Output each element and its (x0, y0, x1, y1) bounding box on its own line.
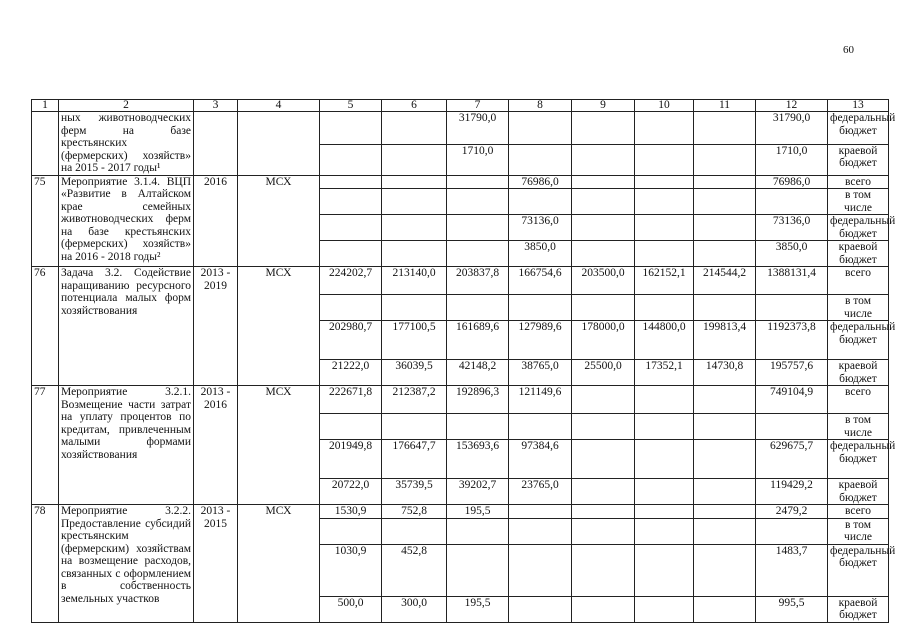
funding-source: в том числе (828, 189, 889, 215)
value-cell-v5 (320, 518, 382, 544)
page-number: 60 (843, 44, 854, 56)
measure-description: ных животноводческих ферм на базе крестьянских (фермерских) хозяйств» на 2015 - 2017 годы¹ (59, 112, 194, 176)
value-cell-v12: 1192373,8 (756, 321, 828, 360)
value-cell-v9: 25500,0 (572, 360, 635, 386)
value-cell-v9 (572, 440, 635, 479)
value-cell-v10 (635, 295, 694, 321)
value-cell-v6 (382, 175, 447, 189)
value-cell-v9 (572, 295, 635, 321)
value-cell-v11 (694, 505, 756, 519)
table-row (32, 267, 889, 295)
value-cell-v12: 31790,0 (756, 112, 828, 145)
value-cell-v7: 39202,7 (447, 479, 509, 505)
value-cell-v9 (572, 215, 635, 241)
column-header: 5 (320, 100, 382, 112)
value-cell-v10: 162152,1 (635, 267, 694, 295)
value-cell-v10 (635, 505, 694, 519)
value-cell-v6: 36039,5 (382, 360, 447, 386)
value-cell-v9 (572, 505, 635, 519)
years-cell: 2013 - 2019 (194, 267, 238, 386)
column-header: 10 (635, 100, 694, 112)
value-cell-v12: 76986,0 (756, 175, 828, 189)
column-header: 3 (194, 100, 238, 112)
value-cell-v11 (694, 479, 756, 505)
value-cell-v11 (694, 596, 756, 622)
funding-source: в том числе (828, 414, 889, 440)
table-row (32, 112, 889, 145)
measure-description: Мероприятие 3.2.2. Предоставление субсидий крестьянским (фермерским) хозяйствам на возмещение расходов, связанных с оформлением в собственность земельных участков (59, 505, 194, 623)
value-cell-v10 (635, 440, 694, 479)
value-cell-v7 (447, 215, 509, 241)
value-cell-v7 (447, 189, 509, 215)
funding-source: краевой бюджет (828, 241, 889, 267)
value-cell-v12: 629675,7 (756, 440, 828, 479)
value-cell-v7: 153693,6 (447, 440, 509, 479)
value-cell-v9 (572, 518, 635, 544)
value-cell-v6 (382, 112, 447, 145)
value-cell-v6 (382, 414, 447, 440)
value-cell-v5: 21222,0 (320, 360, 382, 386)
value-cell-v12 (756, 518, 828, 544)
value-cell-v5: 500,0 (320, 596, 382, 622)
value-cell-v11 (694, 175, 756, 189)
value-cell-v9: 203500,0 (572, 267, 635, 295)
value-cell-v8: 166754,6 (509, 267, 572, 295)
value-cell-v5: 224202,7 (320, 267, 382, 295)
value-cell-v5: 1530,9 (320, 505, 382, 519)
value-cell-v10 (635, 144, 694, 175)
measure-description: Задача 3.2. Содействие наращиванию ресурсного потенциала малых форм хозяйствования (59, 267, 194, 386)
row-index: 76 (32, 267, 59, 386)
value-cell-v8: 97384,6 (509, 440, 572, 479)
value-cell-v8: 73136,0 (509, 215, 572, 241)
table-row (32, 175, 889, 189)
value-cell-v7 (447, 544, 509, 596)
value-cell-v8: 3850,0 (509, 241, 572, 267)
value-cell-v5: 20722,0 (320, 479, 382, 505)
column-header: 9 (572, 100, 635, 112)
value-cell-v7: 161689,6 (447, 321, 509, 360)
value-cell-v10 (635, 241, 694, 267)
funding-source: всего (828, 505, 889, 519)
value-cell-v10 (635, 479, 694, 505)
column-header: 1 (32, 100, 59, 112)
value-cell-v6: 213140,0 (382, 267, 447, 295)
value-cell-v11 (694, 144, 756, 175)
value-cell-v12: 2479,2 (756, 505, 828, 519)
value-cell-v12: 119429,2 (756, 479, 828, 505)
value-cell-v8 (509, 505, 572, 519)
value-cell-v12: 73136,0 (756, 215, 828, 241)
value-cell-v9 (572, 189, 635, 215)
value-cell-v7: 195,5 (447, 505, 509, 519)
value-cell-v11 (694, 440, 756, 479)
value-cell-v9 (572, 112, 635, 145)
years-cell (194, 112, 238, 176)
value-cell-v12: 1710,0 (756, 144, 828, 175)
value-cell-v6 (382, 241, 447, 267)
funding-source: федеральный бюджет (828, 544, 889, 596)
value-cell-v11 (694, 112, 756, 145)
value-cell-v7: 1710,0 (447, 144, 509, 175)
column-header: 6 (382, 100, 447, 112)
value-cell-v9 (572, 144, 635, 175)
measure-description: Мероприятие 3.2.1. Возмещение части затрат на уплату процентов по кредитам, привлеченным малыми формами хозяйствования (59, 386, 194, 505)
value-cell-v12: 1388131,4 (756, 267, 828, 295)
funding-source: всего (828, 386, 889, 414)
value-cell-v7 (447, 295, 509, 321)
value-cell-v11: 214544,2 (694, 267, 756, 295)
value-cell-v6 (382, 518, 447, 544)
value-cell-v11 (694, 241, 756, 267)
value-cell-v10 (635, 544, 694, 596)
column-header: 4 (238, 100, 320, 112)
value-cell-v5: 222671,8 (320, 386, 382, 414)
value-cell-v10 (635, 112, 694, 145)
value-cell-v6 (382, 144, 447, 175)
value-cell-v8 (509, 189, 572, 215)
value-cell-v5: 202980,7 (320, 321, 382, 360)
value-cell-v11 (694, 215, 756, 241)
value-cell-v7 (447, 414, 509, 440)
value-cell-v10 (635, 189, 694, 215)
value-cell-v10 (635, 215, 694, 241)
value-cell-v6: 300,0 (382, 596, 447, 622)
value-cell-v7 (447, 518, 509, 544)
funding-source: федеральный бюджет (828, 321, 889, 360)
value-cell-v7: 42148,2 (447, 360, 509, 386)
value-cell-v10 (635, 518, 694, 544)
executor-cell: МСХ (238, 386, 320, 505)
value-cell-v9: 178000,0 (572, 321, 635, 360)
value-cell-v8: 127989,6 (509, 321, 572, 360)
years-cell: 2013 - 2015 (194, 505, 238, 623)
executor-cell: МСХ (238, 267, 320, 386)
value-cell-v8: 23765,0 (509, 479, 572, 505)
value-cell-v8: 121149,6 (509, 386, 572, 414)
funding-source: краевой бюджет (828, 144, 889, 175)
years-cell: 2013 - 2016 (194, 386, 238, 505)
column-header: 2 (59, 100, 194, 112)
value-cell-v10 (635, 175, 694, 189)
value-cell-v8: 76986,0 (509, 175, 572, 189)
years-cell: 2016 (194, 175, 238, 267)
funding-source: федеральный бюджет (828, 440, 889, 479)
value-cell-v9 (572, 241, 635, 267)
value-cell-v6: 452,8 (382, 544, 447, 596)
value-cell-v5 (320, 189, 382, 215)
value-cell-v11 (694, 544, 756, 596)
funding-source: краевой бюджет (828, 360, 889, 386)
executor-cell: МСХ (238, 505, 320, 623)
table-body (32, 99, 896, 623)
value-cell-v10 (635, 386, 694, 414)
column-header: 11 (694, 100, 756, 112)
funding-source: в том числе (828, 518, 889, 544)
executor-cell (238, 112, 320, 176)
value-cell-v8 (509, 596, 572, 622)
column-header: 12 (756, 100, 828, 112)
measure-description: Мероприятие 3.1.4. ВЦП «Развитие в Алтайском крае семейных животноводческих ферм на базе крестьянских (фермерских) хозяйств» на 2016 - 2018 годы² (59, 175, 194, 267)
value-cell-v10 (635, 414, 694, 440)
value-cell-v12: 749104,9 (756, 386, 828, 414)
value-cell-v9 (572, 596, 635, 622)
value-cell-v10: 17352,1 (635, 360, 694, 386)
value-cell-v12 (756, 414, 828, 440)
budget-table (31, 99, 896, 623)
executor-cell: МСХ (238, 175, 320, 267)
value-cell-v9 (572, 479, 635, 505)
value-cell-v11 (694, 518, 756, 544)
value-cell-v5 (320, 215, 382, 241)
funding-source: федеральный бюджет (828, 112, 889, 145)
row-index: 78 (32, 505, 59, 623)
row-index: 75 (32, 175, 59, 267)
column-header: 7 (447, 100, 509, 112)
funding-source: краевой бюджет (828, 479, 889, 505)
value-cell-v12 (756, 189, 828, 215)
value-cell-v5: 1030,9 (320, 544, 382, 596)
column-header: 13 (828, 100, 889, 112)
value-cell-v11 (694, 189, 756, 215)
value-cell-v5 (320, 112, 382, 145)
value-cell-v7: 203837,8 (447, 267, 509, 295)
table-row (32, 386, 889, 414)
funding-source: всего (828, 175, 889, 189)
value-cell-v8 (509, 544, 572, 596)
value-cell-v12: 995,5 (756, 596, 828, 622)
header-row (32, 100, 889, 112)
value-cell-v9 (572, 386, 635, 414)
value-cell-v8 (509, 414, 572, 440)
value-cell-v10: 144800,0 (635, 321, 694, 360)
value-cell-v11: 199813,4 (694, 321, 756, 360)
table-row (32, 505, 889, 519)
value-cell-v11 (694, 414, 756, 440)
value-cell-v10 (635, 596, 694, 622)
value-cell-v12: 3850,0 (756, 241, 828, 267)
value-cell-v7: 192896,3 (447, 386, 509, 414)
value-cell-v11 (694, 295, 756, 321)
value-cell-v6 (382, 215, 447, 241)
value-cell-v8 (509, 112, 572, 145)
value-cell-v11: 14730,8 (694, 360, 756, 386)
value-cell-v7: 31790,0 (447, 112, 509, 145)
value-cell-v5: 201949,8 (320, 440, 382, 479)
value-cell-v8 (509, 144, 572, 175)
value-cell-v7: 195,5 (447, 596, 509, 622)
value-cell-v6 (382, 189, 447, 215)
value-cell-v6: 176647,7 (382, 440, 447, 479)
value-cell-v6: 212387,2 (382, 386, 447, 414)
funding-source: всего (828, 267, 889, 295)
value-cell-v5 (320, 241, 382, 267)
value-cell-v8: 38765,0 (509, 360, 572, 386)
value-cell-v12: 1483,7 (756, 544, 828, 596)
value-cell-v9 (572, 544, 635, 596)
value-cell-v6: 752,8 (382, 505, 447, 519)
value-cell-v6: 35739,5 (382, 479, 447, 505)
value-cell-v7 (447, 241, 509, 267)
value-cell-v8 (509, 518, 572, 544)
value-cell-v7 (447, 175, 509, 189)
value-cell-v5 (320, 144, 382, 175)
value-cell-v8 (509, 295, 572, 321)
value-cell-v5 (320, 414, 382, 440)
column-header: 8 (509, 100, 572, 112)
funding-source: в том числе (828, 295, 889, 321)
value-cell-v11 (694, 386, 756, 414)
value-cell-v5 (320, 175, 382, 189)
value-cell-v12 (756, 295, 828, 321)
row-index (32, 112, 59, 176)
value-cell-v5 (320, 295, 382, 321)
value-cell-v6 (382, 295, 447, 321)
value-cell-v9 (572, 175, 635, 189)
row-index: 77 (32, 386, 59, 505)
value-cell-v12: 195757,6 (756, 360, 828, 386)
value-cell-v6: 177100,5 (382, 321, 447, 360)
value-cell-v9 (572, 414, 635, 440)
funding-source: федеральный бюджет (828, 215, 889, 241)
funding-source: краевой бюджет (828, 596, 889, 622)
